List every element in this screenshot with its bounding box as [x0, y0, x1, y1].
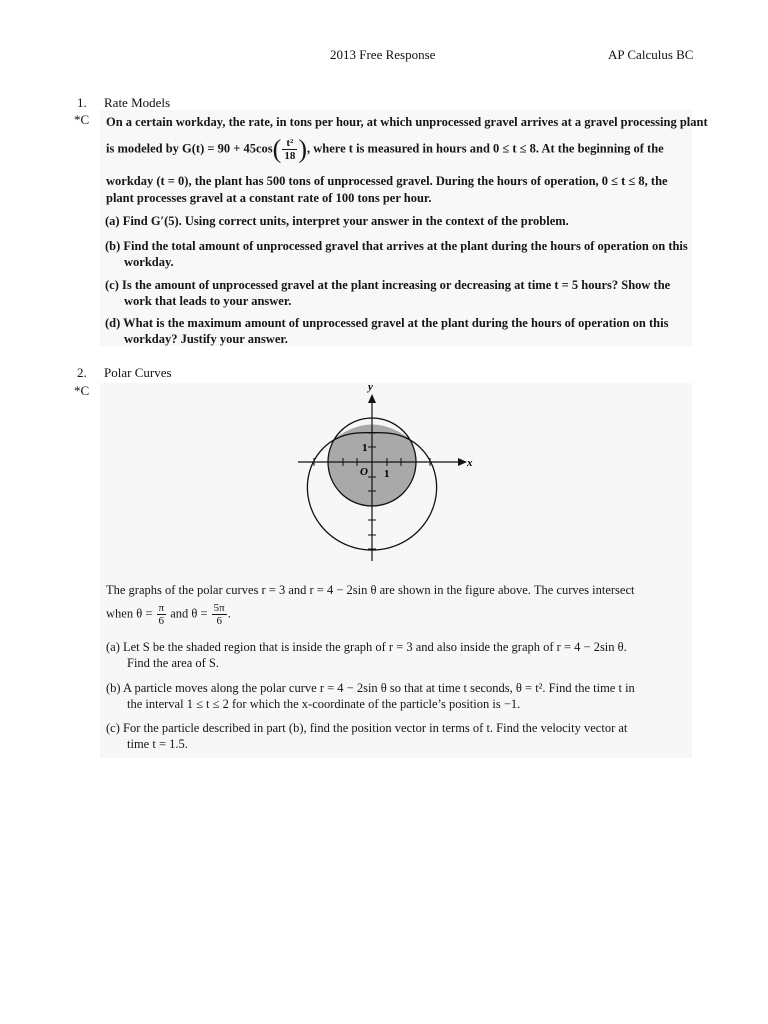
q2-part-c-line-2: time t = 1.5.	[127, 737, 188, 751]
theta-fraction-2-denominator: 6	[216, 615, 222, 627]
theta-fraction-2	[212, 602, 227, 627]
y-axis-label: y	[368, 383, 373, 393]
polar-graph	[100, 383, 692, 578]
q1-line-2	[106, 134, 664, 164]
theta-fraction-2-numerator: 5π	[213, 602, 225, 614]
q1-part-d-line-2: workday? Justify your answer.	[124, 332, 288, 346]
q1-line-2-end: , where t is measured in hours and 0 ≤ t ≤ 8. At the beginning of the	[307, 141, 664, 156]
q1-line-2-start: is modeled by G(t) = 90 + 45cos	[106, 141, 273, 156]
q2-part-b-line-1: (b) A particle moves along the polar curve r = 4 − 2sin θ so that at time t seconds, θ = t². Find the time t in	[106, 681, 635, 695]
x-tick-label: 1	[384, 468, 390, 480]
q2-number: 2.	[77, 365, 87, 380]
origin-label: O	[360, 466, 368, 478]
q1-part-d-line-1: (d) What is the maximum amount of unprocessed gravel at the plant during the hours of operation on this	[105, 316, 669, 330]
q2-intro-and: and θ =	[170, 606, 208, 621]
q1-line-1: On a certain workday, the rate, in tons per hour, at which unprocessed gravel arrives at a gravel processing plant	[106, 115, 708, 129]
y-axis-arrow	[368, 394, 376, 403]
header-course: AP Calculus BC	[608, 47, 694, 62]
q2-intro-line-2	[106, 602, 231, 627]
y-tick-label: 1	[362, 442, 368, 454]
q2-title: Polar Curves	[104, 365, 172, 380]
q2-scanned-content	[100, 383, 692, 758]
x-axis-label: x	[467, 457, 473, 469]
q2-intro-period: .	[227, 606, 231, 621]
q1-title: Rate Models	[104, 95, 171, 110]
q1-part-b-line-2: workday.	[124, 255, 174, 269]
q1-part-a: (a) Find G′(5). Using correct units, interpret your answer in the context of the problem.	[105, 214, 569, 228]
q1-part-c-line-1: (c) Is the amount of unprocessed gravel at the plant increasing or decreasing at time t = 5 hours? Show the	[105, 278, 671, 292]
q2-intro-line-1: The graphs of the polar curves r = 3 and r = 4 − 2sin θ are shown in the figure above. The curves intersect	[106, 583, 635, 597]
right-paren: )	[298, 134, 308, 164]
q1-part-b-line-1: (b) Find the total amount of unprocessed gravel that arrives at the plant during the hours of operation on this	[105, 239, 688, 253]
q1-fraction-denominator: 18	[284, 150, 296, 162]
q2-part-a-line-1: (a) Let S be the shaded region that is inside the graph of r = 3 and also inside the graph of r = 4 − 2sin θ.	[106, 640, 627, 654]
q1-line-4: plant processes gravel at a constant rate of 100 tons per hour.	[106, 191, 432, 205]
left-paren: (	[272, 134, 282, 164]
q1-calculator-mark: *C	[74, 112, 90, 127]
q2-part-b-line-2: the interval 1 ≤ t ≤ 2 for which the x-coordinate of the particle’s position is −1.	[127, 697, 521, 711]
q2-part-a-line-2: Find the area of S.	[127, 656, 219, 670]
q2-calculator-mark: *C	[74, 383, 90, 398]
theta-fraction-1-numerator: π	[158, 602, 165, 614]
q2-part-c-line-1: (c) For the particle described in part (b), find the position vector in terms of t. Find the velocity vector at	[106, 721, 628, 735]
q1-number: 1.	[77, 95, 87, 110]
q2-intro-when: when θ =	[106, 606, 153, 621]
theta-fraction-1-denominator: 6	[158, 615, 165, 627]
q1-part-c-line-2: work that leads to your answer.	[124, 294, 292, 308]
theta-fraction-1	[157, 602, 167, 627]
q1-scanned-text	[100, 110, 708, 346]
header-title: 2013 Free Response	[330, 47, 436, 62]
q1-fraction	[282, 137, 297, 162]
q1-line-3: workday (t = 0), the plant has 500 tons of unprocessed gravel. During the hours of operation, 0 ≤ t ≤ 8, the	[106, 174, 668, 188]
x-axis-arrow	[458, 458, 467, 466]
q1-fraction-numerator: t²	[282, 137, 297, 150]
